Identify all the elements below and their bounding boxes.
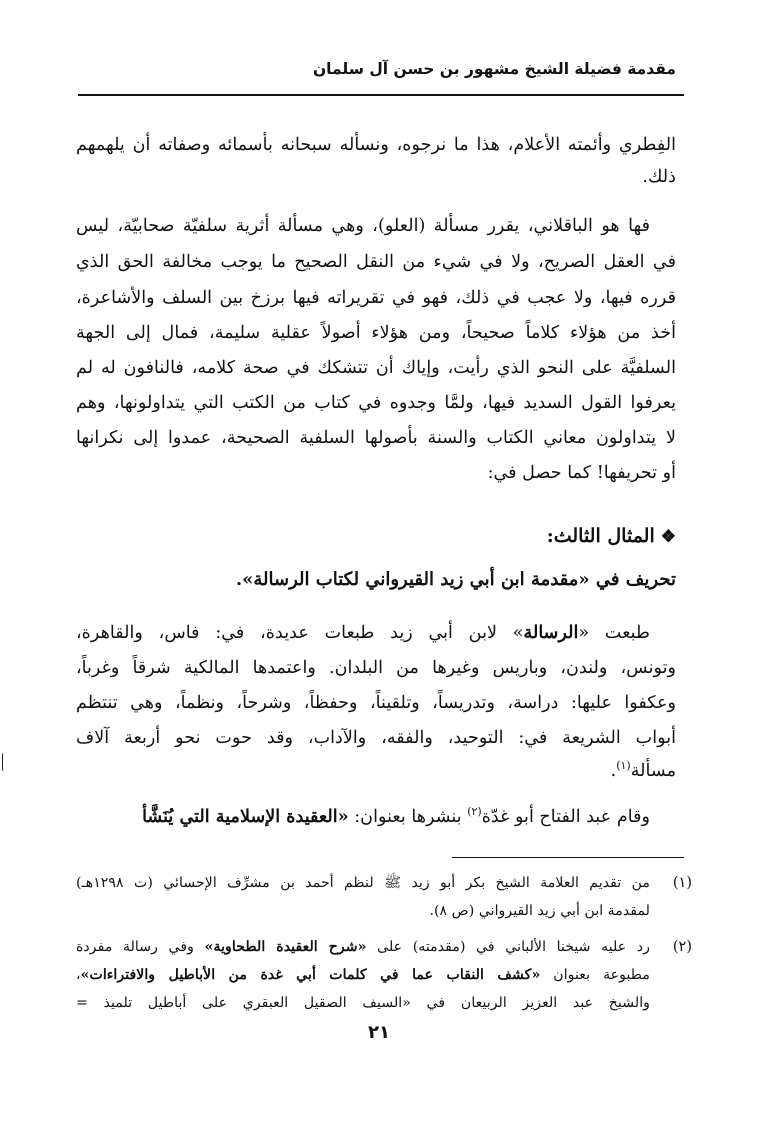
text-fragment: مسألة xyxy=(630,761,676,781)
body-line: السلفيَّة على النحو الذي رأيت، وإياك أن تتشكك في صحة كلامه، فالنافون له لم xyxy=(76,358,676,378)
page-number: ٢١ xyxy=(368,1022,390,1043)
footnote-rule xyxy=(452,857,684,858)
body-line: ذلك. xyxy=(642,167,676,187)
body-line xyxy=(76,756,676,786)
text-fragment: مطبوعة بعنوان xyxy=(540,967,650,983)
book-title-aqida: «العقيدة الإسلامية التي يُنَشَّأ xyxy=(142,806,349,827)
body-line: فها هو الباقلاني، يقرر مسألة (العلو)، وهي مسألة أثرية سلفيّة صحابيّة، ليس xyxy=(76,216,650,236)
body-line: لا يتداولون معاني الكتاب والسنة بأصولها السلفية الصحيحة، عمدوا إلى نكرانها xyxy=(76,428,676,448)
footnote-line: لمقدمة ابن أبي زيد القيرواني (ص ٨). xyxy=(429,903,650,919)
body-line xyxy=(76,802,650,832)
footnote-line xyxy=(76,962,650,988)
example-heading-text: المثال الثالث: xyxy=(546,525,655,547)
scan-edge-mark xyxy=(2,753,6,771)
text-fragment: وفي رسالة مفردة xyxy=(76,939,205,955)
book-title: «شرح العقيدة الطحاوية» xyxy=(204,939,367,955)
example-heading xyxy=(76,521,676,552)
header-rule xyxy=(78,94,684,96)
footnote-line: من تقديم العلامة الشيخ بكر أبو زيد ﷺ لنظم أحمد بن مشرِّف الإحسائي (ت ١٢٩٨هـ) xyxy=(76,875,650,891)
text-fragment: . xyxy=(610,761,617,781)
book-title: «كشف النقاب عما في كلمات أبي غدة من الأباطيل والافتراءات» xyxy=(80,967,541,983)
text-fragment: ، xyxy=(76,967,81,983)
text-fragment: طبعت « xyxy=(578,623,650,643)
footnote-line xyxy=(76,934,650,960)
body-line: أو تحريفها! كما حصل في: xyxy=(487,463,676,483)
footnote-number: (١) xyxy=(672,875,692,891)
footnote-number: (٢) xyxy=(672,939,692,955)
text-fragment: رد عليه شيخنا الألباني في (مقدمته) على xyxy=(366,939,650,955)
text-fragment: وقام عبد الفتاح أبو غدّة xyxy=(481,807,650,827)
diamond-bullet-icon: ❖ xyxy=(660,527,676,547)
body-line: أبواب الشريعة في: التوحيد، والفقه، والآداب، وقد حوت نحو أربعة آلاف xyxy=(76,728,676,748)
footnote-ref: (٢) xyxy=(467,805,482,819)
sub-heading: تحريف في «مقدمة ابن أبي زيد القيرواني لكتاب الرسالة». xyxy=(235,569,676,590)
body-line xyxy=(76,618,650,648)
body-line: قرره فيها، ولا عجب في ذلك، فهو في تقريراته فيها برزخ بين السلف والأشاعرة، xyxy=(76,288,676,308)
text-fragment: » لابن أبي زيد طبعات عديدة، في: فاس، والقاهرة، xyxy=(76,623,524,643)
body-line: الفِطري وأئمته الأعلام، هذا ما نرجوه، ونسأله سبحانه بأسمائه وصفاته أن يلهمهم xyxy=(76,135,676,155)
footnote-ref: (١) xyxy=(616,759,631,773)
text-fragment: بنشرها بعنوان: xyxy=(348,807,468,827)
body-line: أخذ من هؤلاء كلاماً صحيحاً، ومن هؤلاء أصولاً عقلية سليمة، فمال إلى الجهة xyxy=(76,323,676,343)
running-header: مقدمة فضيلة الشيخ مشهور بن حسن آل سلمان xyxy=(312,60,676,78)
body-line: وعكفوا عليها: دراسة، وتدريساً، وتلقيناً، وحفظاً، وشرحاً، ونظماً، وهي تنتظم xyxy=(76,693,676,713)
body-line: في العقل الصريح، ولا في شيء من النقل الصحيح ما يوجب مخالفة الحق الذي xyxy=(76,252,676,272)
body-line: يعرفوا القول السديد فيها، ولمَّا وجدوه في كتاب من الكتب التي يتداولونها، وهم xyxy=(76,393,676,413)
book-title-risala: الرسالة xyxy=(523,622,579,643)
footnote-line: والشيخ عبد العزيز الربيعان في «السيف الصقيل العبقري على أباطيل تلميذ = xyxy=(76,995,650,1011)
body-line: وتونس، ولندن، وباريس وغيرها من البلدان. واعتمدها المالكية شرقاً وغرباً، xyxy=(76,658,676,678)
